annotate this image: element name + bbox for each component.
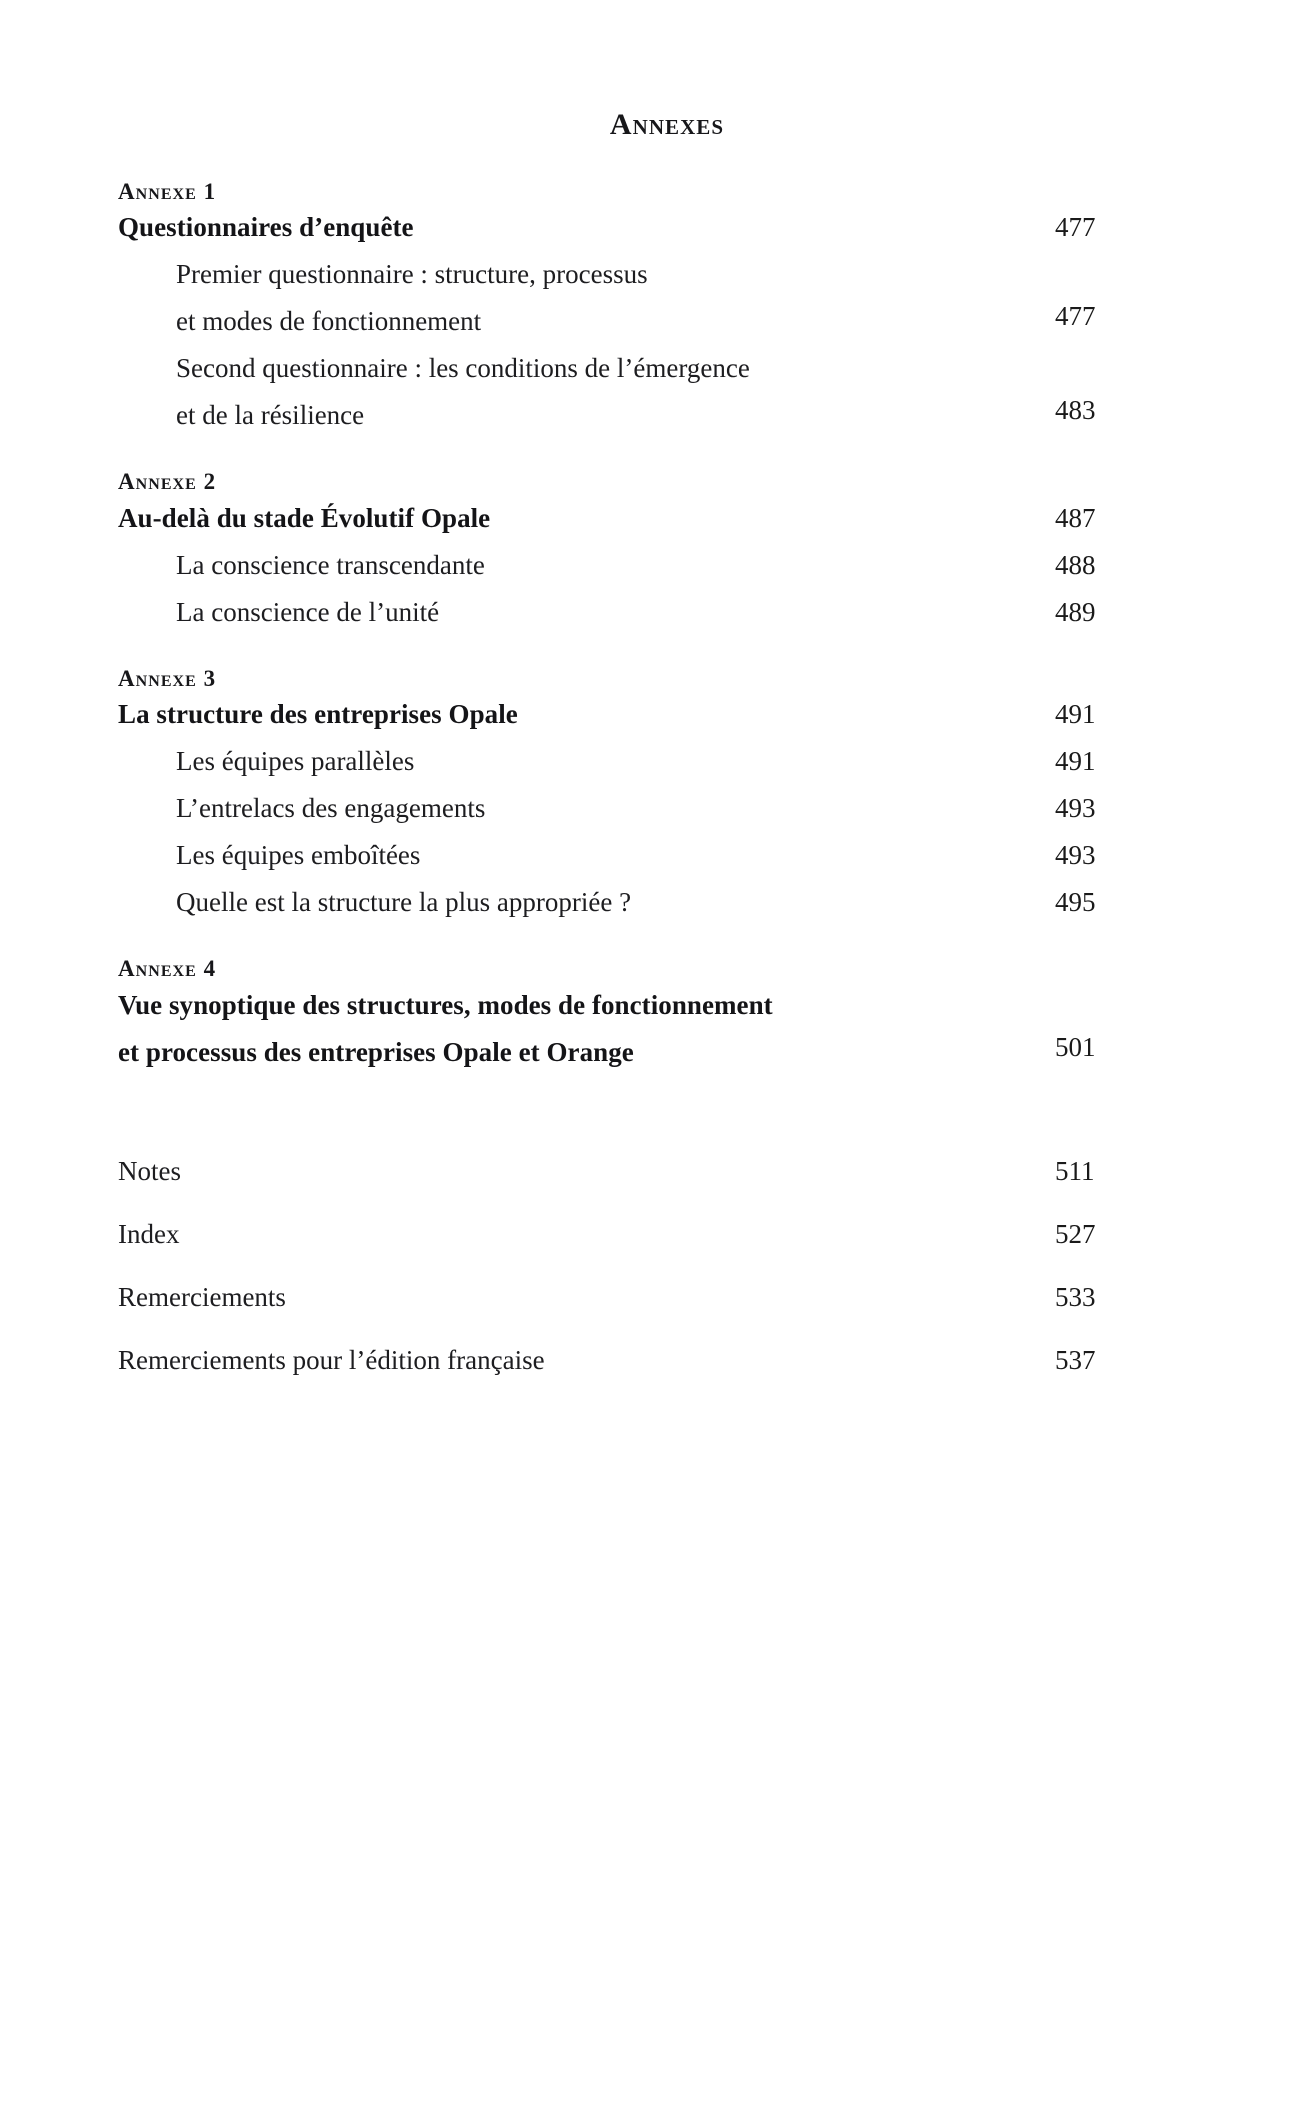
- page-title: Annexes: [609, 108, 725, 141]
- toc-page-number: 493: [1055, 840, 1096, 871]
- annex-section: [118, 954, 1178, 1077]
- toc-entry-title: La conscience transcendante: [176, 549, 485, 580]
- toc-entry[interactable]: [118, 881, 1178, 928]
- toc-page-number: 477: [1055, 301, 1096, 332]
- annex-sections: [118, 177, 1178, 1078]
- toc-entry-title: L’entrelacs des engagements: [176, 793, 486, 824]
- annex-label: Annexe 3: [118, 665, 217, 691]
- toc-entry[interactable]: [118, 347, 1178, 441]
- toc-page-number: 488: [1055, 549, 1096, 580]
- toc-entry[interactable]: [118, 1268, 1178, 1331]
- toc-page-number: 477: [1055, 212, 1096, 243]
- toc-entry-title: Questionnaires d’enquête: [118, 212, 414, 243]
- toc-entry-title: La conscience de l’unité: [176, 596, 440, 627]
- toc-page-number: 483: [1055, 395, 1096, 426]
- toc-page-number: 491: [1055, 746, 1096, 777]
- toc-entry-title: et processus des entreprises Opale et Orange: [118, 1036, 634, 1067]
- toc-page-number: 493: [1055, 793, 1096, 824]
- toc-entry-title: Premier questionnaire : structure, processus: [176, 259, 648, 290]
- toc-entry-title: Remerciements: [118, 1281, 286, 1312]
- toc-entry[interactable]: [118, 1142, 1178, 1205]
- toc-entry[interactable]: [118, 253, 1178, 347]
- toc-page-number: 527: [1055, 1218, 1096, 1249]
- toc-entry-title: et modes de fonctionnement: [176, 306, 482, 337]
- toc-entry[interactable]: [118, 591, 1178, 638]
- toc-page-number: 487: [1055, 502, 1096, 533]
- annex-section: [118, 467, 1178, 637]
- toc-entry[interactable]: [118, 1205, 1178, 1268]
- toc-entry[interactable]: [118, 740, 1178, 787]
- toc-entry-title: Second questionnaire : les conditions de l’émergence: [176, 353, 750, 384]
- annex-label: Annexe 2: [118, 469, 217, 495]
- toc-page-number: 537: [1055, 1344, 1096, 1375]
- toc-entry-title: Remerciements pour l’édition française: [118, 1344, 545, 1375]
- toc-page-number: 511: [1055, 1155, 1095, 1186]
- toc-entry[interactable]: [118, 497, 1178, 544]
- toc-page-number: 501: [1055, 1031, 1096, 1062]
- toc-entry-title: Index: [118, 1218, 180, 1249]
- toc-entry[interactable]: [118, 693, 1178, 740]
- annex-label: Annexe 4: [118, 956, 217, 982]
- toc-entry-title: Au-delà du stade Évolutif Opale: [118, 502, 491, 533]
- toc-entry-title: Notes: [118, 1155, 181, 1186]
- backmatter-list: [118, 1142, 1178, 1394]
- toc-page-number: 489: [1055, 596, 1096, 627]
- annex-label: Annexe 1: [118, 179, 217, 204]
- toc-entry-title: Les équipes parallèles: [176, 746, 415, 777]
- toc-page-number: 491: [1055, 699, 1096, 730]
- annex-section: [118, 664, 1178, 928]
- toc-page-number: 533: [1055, 1281, 1096, 1312]
- toc-entry-title: et de la résilience: [176, 400, 365, 431]
- toc-entry[interactable]: [118, 1331, 1178, 1394]
- toc-entry[interactable]: [118, 834, 1178, 881]
- toc-entry[interactable]: [118, 984, 1178, 1078]
- toc-page-number: 495: [1055, 887, 1096, 918]
- toc-entry-title: La structure des entreprises Opale: [118, 699, 518, 730]
- toc-entry-title: Vue synoptique des structures, modes de fonctionnement: [118, 989, 773, 1020]
- toc-entry[interactable]: [118, 544, 1178, 591]
- table-of-contents: [118, 108, 1178, 1394]
- annex-section: [118, 177, 1178, 441]
- toc-entry-title: Quelle est la structure la plus appropriée ?: [176, 887, 632, 918]
- toc-entry-title: Les équipes emboîtées: [176, 840, 421, 871]
- toc-entry[interactable]: [118, 206, 1178, 253]
- toc-entry[interactable]: [118, 787, 1178, 834]
